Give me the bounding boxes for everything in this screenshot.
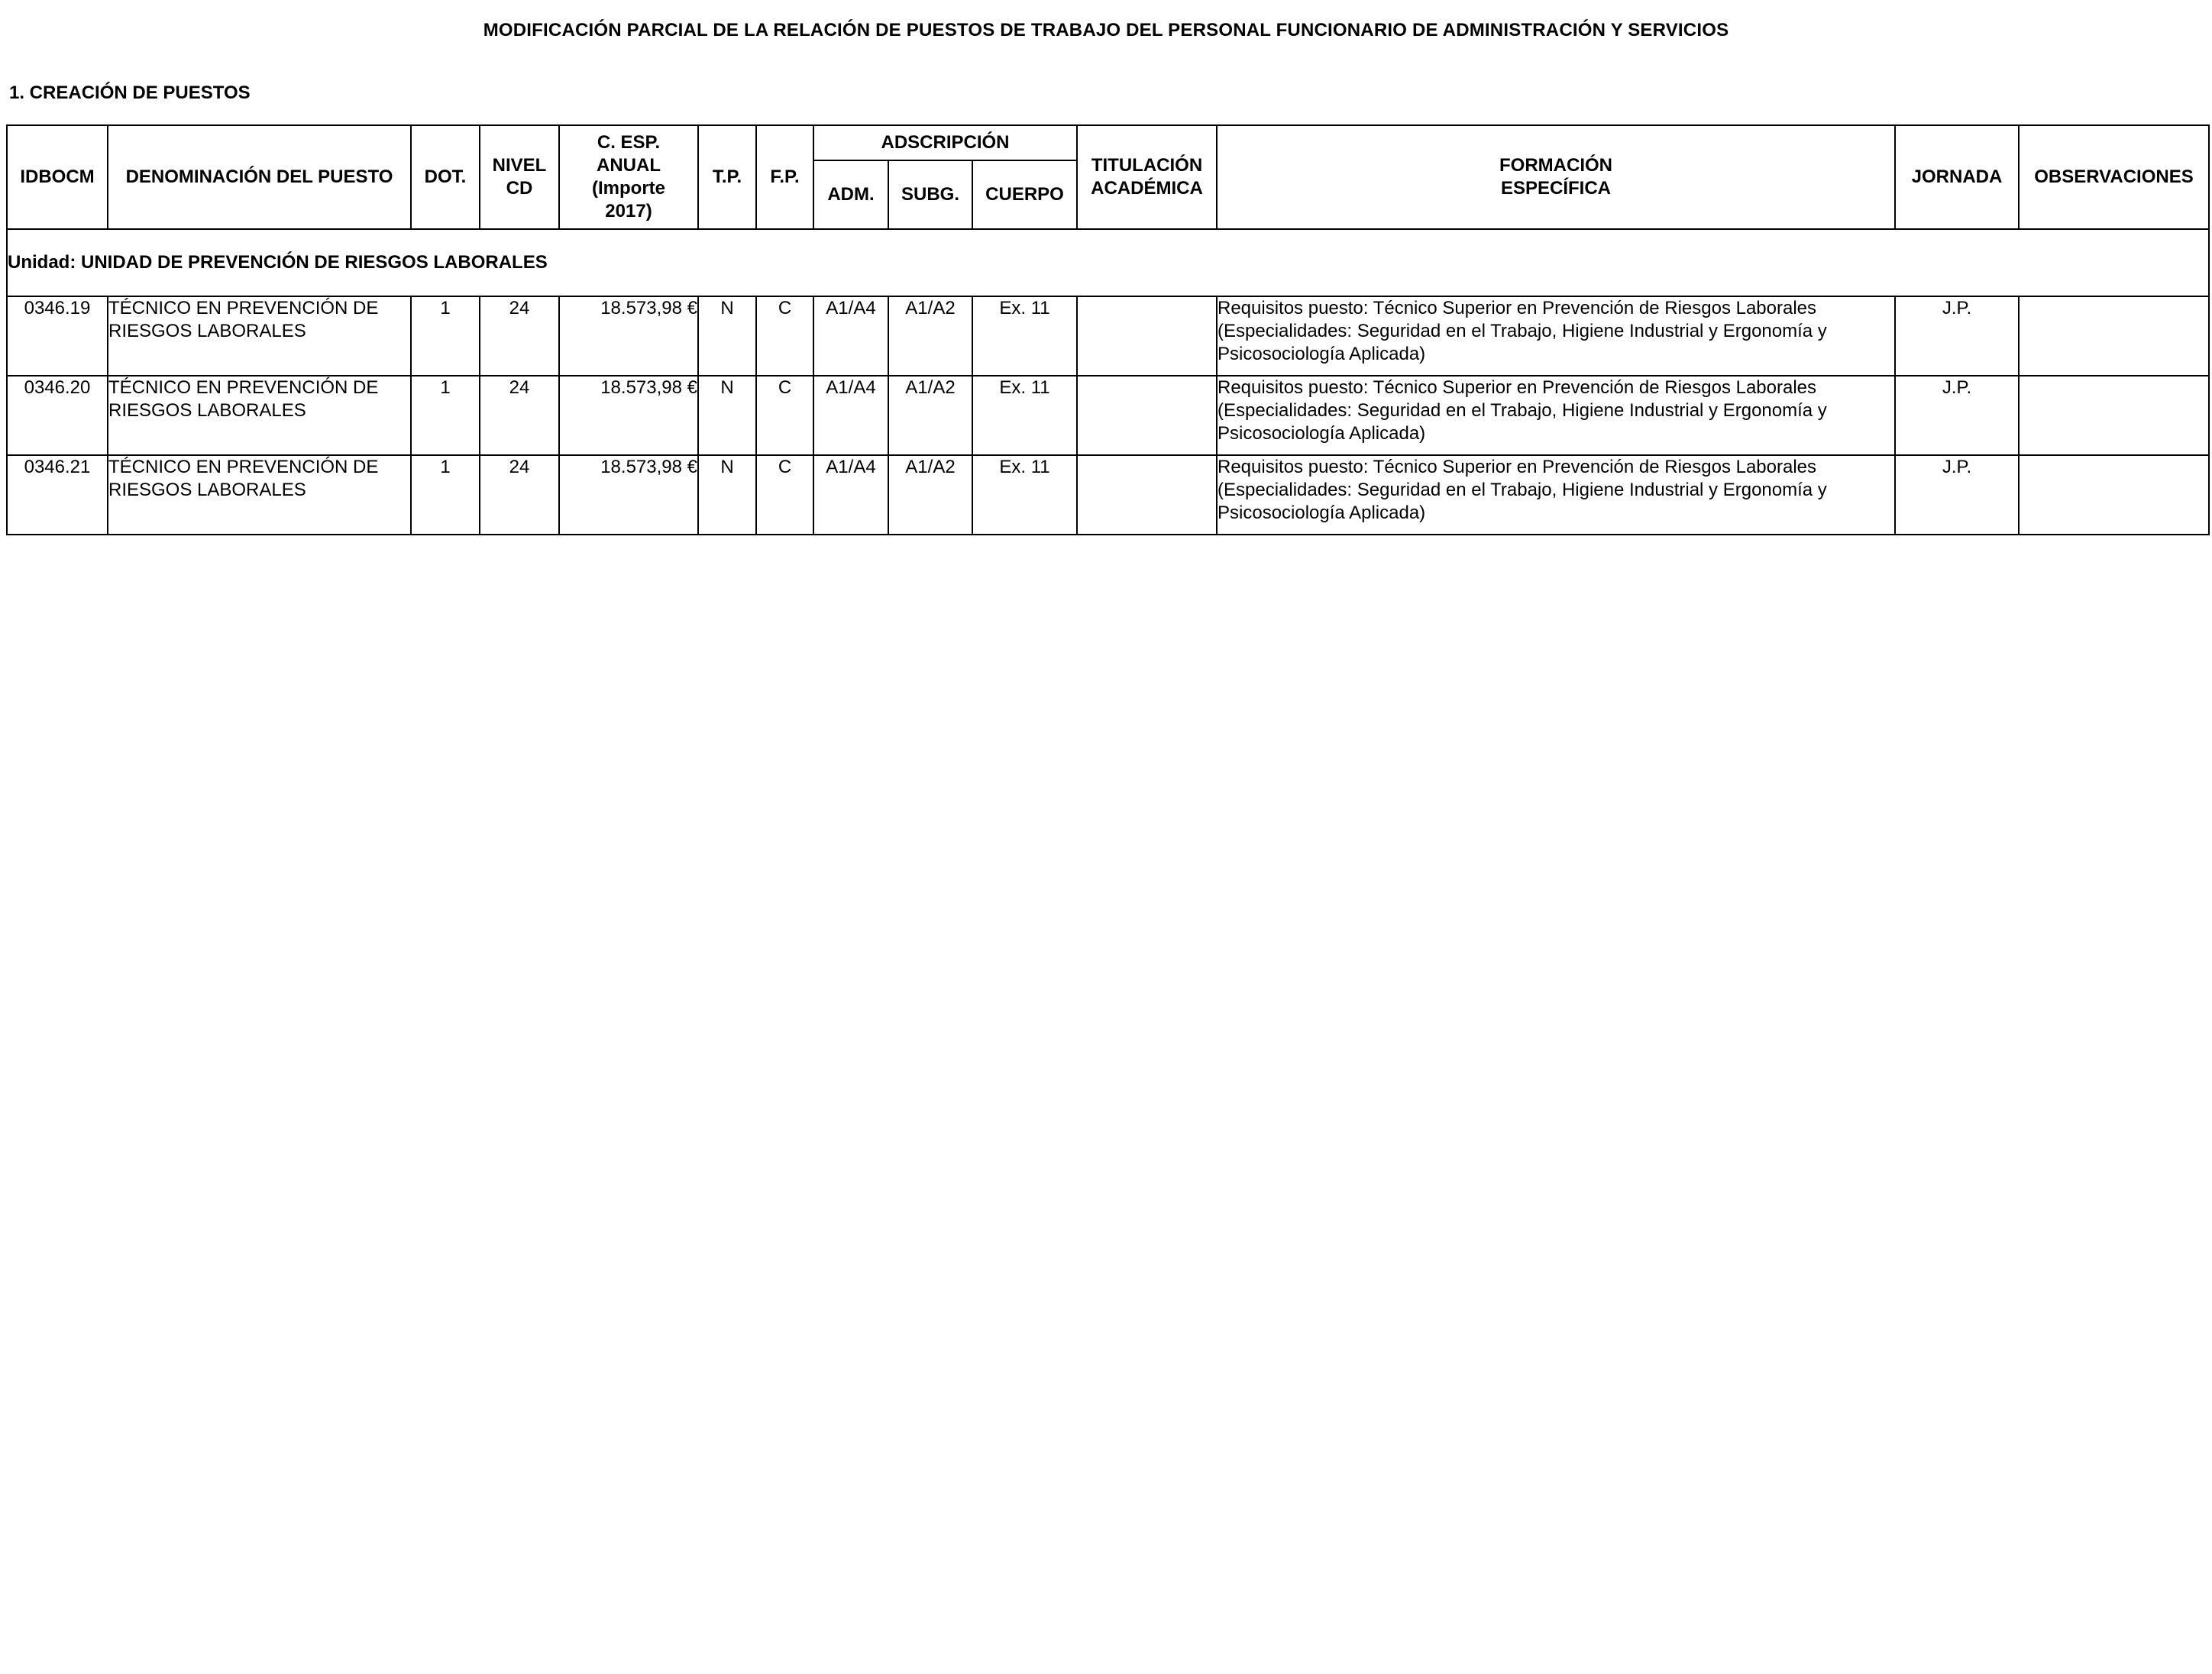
cell-adm: A1/A4 bbox=[813, 455, 888, 535]
col-header-tp: T.P. bbox=[698, 125, 756, 229]
cell-jornada: J.P. bbox=[1895, 376, 2019, 455]
cell-idbocm: 0346.19 bbox=[7, 296, 108, 376]
col-header-dot: DOT. bbox=[411, 125, 480, 229]
cell-denominacion: TÉCNICO EN PREVENCIÓN DE RIESGOS LABORALES bbox=[108, 455, 411, 535]
cell-subg: A1/A2 bbox=[888, 455, 972, 535]
cell-adm: A1/A4 bbox=[813, 296, 888, 376]
col-header-nivel: NIVEL CD bbox=[480, 125, 559, 229]
cell-denominacion: TÉCNICO EN PREVENCIÓN DE RIESGOS LABORALES bbox=[108, 296, 411, 376]
cell-nivel: 24 bbox=[480, 296, 559, 376]
col-header-cuerpo: CUERPO bbox=[972, 160, 1077, 229]
cell-subg: A1/A2 bbox=[888, 296, 972, 376]
document-title: MODIFICACIÓN PARCIAL DE LA RELACIÓN DE PUESTOS DE TRABAJO DEL PERSONAL FUNCIONARIO DE ADMINISTRACIÓN Y SERVICIOS bbox=[483, 20, 1729, 40]
cell-idbocm: 0346.20 bbox=[7, 376, 108, 455]
cell-jornada: J.P. bbox=[1895, 296, 2019, 376]
positions-table bbox=[6, 124, 2210, 535]
col-header-jornada: JORNADA bbox=[1895, 125, 2019, 229]
cell-adm: A1/A4 bbox=[813, 376, 888, 455]
cell-observaciones bbox=[2019, 296, 2209, 376]
table-row bbox=[7, 296, 2209, 376]
cell-dot: 1 bbox=[411, 455, 480, 535]
col-header-adscripcion: ADSCRIPCIÓN bbox=[813, 125, 1077, 160]
cell-dot: 1 bbox=[411, 296, 480, 376]
cell-titulacion bbox=[1077, 296, 1217, 376]
cell-fp: C bbox=[756, 376, 813, 455]
cell-formacion: Requisitos puesto: Técnico Superior en Prevención de Riesgos Laborales (Especialidades: Seguridad en el Trabajo, Higiene Industrial y Ergonomía y Psicosociología Aplicada) bbox=[1217, 376, 1895, 455]
table-row bbox=[7, 455, 2209, 535]
cell-jornada: J.P. bbox=[1895, 455, 2019, 535]
cell-cuerpo: Ex. 11 bbox=[972, 376, 1077, 455]
unit-row bbox=[7, 229, 2209, 296]
cell-cesp: 18.573,98 € bbox=[559, 455, 698, 535]
cell-formacion: Requisitos puesto: Técnico Superior en Prevención de Riesgos Laborales (Especialidades: Seguridad en el Trabajo, Higiene Industrial y Ergonomía y Psicosociología Aplicada) bbox=[1217, 455, 1895, 535]
cell-fp: C bbox=[756, 455, 813, 535]
cell-subg: A1/A2 bbox=[888, 376, 972, 455]
cell-nivel: 24 bbox=[480, 376, 559, 455]
section-title: 1. CREACIÓN DE PUESTOS bbox=[9, 82, 251, 103]
col-header-adm: ADM. bbox=[813, 160, 888, 229]
unit-label: Unidad: UNIDAD DE PREVENCIÓN DE RIESGOS LABORALES bbox=[7, 229, 2209, 296]
cell-fp: C bbox=[756, 296, 813, 376]
col-header-subg: SUBG. bbox=[888, 160, 972, 229]
col-header-titulacion: TITULACIÓN ACADÉMICA bbox=[1077, 125, 1217, 229]
cell-titulacion bbox=[1077, 455, 1217, 535]
cell-cuerpo: Ex. 11 bbox=[972, 455, 1077, 535]
cell-observaciones bbox=[2019, 376, 2209, 455]
cell-tp: N bbox=[698, 296, 756, 376]
table-row bbox=[7, 376, 2209, 455]
cell-denominacion: TÉCNICO EN PREVENCIÓN DE RIESGOS LABORALES bbox=[108, 376, 411, 455]
header-row bbox=[7, 125, 2209, 160]
cell-nivel: 24 bbox=[480, 455, 559, 535]
cell-dot: 1 bbox=[411, 376, 480, 455]
col-header-observaciones: OBSERVACIONES bbox=[2019, 125, 2209, 229]
col-header-cesp: C. ESP. ANUAL (Importe 2017) bbox=[559, 125, 698, 229]
cell-cesp: 18.573,98 € bbox=[559, 296, 698, 376]
col-header-fp: F.P. bbox=[756, 125, 813, 229]
cell-tp: N bbox=[698, 455, 756, 535]
col-header-formacion: FORMACIÓN ESPECÍFICA bbox=[1217, 125, 1895, 229]
cell-idbocm: 0346.21 bbox=[7, 455, 108, 535]
cell-cuerpo: Ex. 11 bbox=[972, 296, 1077, 376]
cell-formacion: Requisitos puesto: Técnico Superior en Prevención de Riesgos Laborales (Especialidades: Seguridad en el Trabajo, Higiene Industrial y Ergonomía y Psicosociología Aplicada) bbox=[1217, 296, 1895, 376]
col-header-idbocm: IDBOCM bbox=[7, 125, 108, 229]
cell-titulacion bbox=[1077, 376, 1217, 455]
col-header-denominacion: DENOMINACIÓN DEL PUESTO bbox=[108, 125, 411, 229]
cell-observaciones bbox=[2019, 455, 2209, 535]
cell-tp: N bbox=[698, 376, 756, 455]
cell-cesp: 18.573,98 € bbox=[559, 376, 698, 455]
